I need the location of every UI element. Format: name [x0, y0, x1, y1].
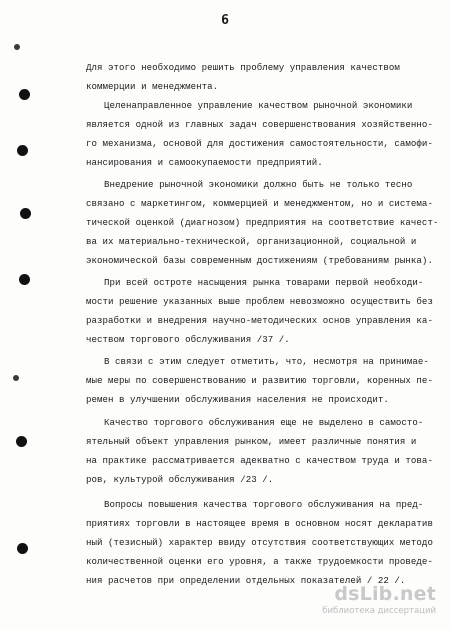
binder-hole-4	[20, 208, 31, 219]
paragraph-6	[86, 413, 436, 489]
text-line: ров, культурой обслуживания /23 /.	[86, 474, 274, 485]
binder-hole-1	[14, 44, 20, 50]
binder-hole-8	[17, 543, 28, 554]
text-line: нансирования и самоокупаемости предприятий.	[86, 157, 323, 168]
text-line: ный (тезисный) характер ввиду отсутствия соответствующих методо	[86, 537, 433, 548]
watermark-logo: dsLib.net	[334, 583, 436, 605]
text-line: Внедрение рыночной экономики должно быть не только тесно	[104, 179, 413, 190]
text-line: В связи с этим следует отметить, что, несмотря на принимае-	[104, 356, 429, 367]
paragraph-7	[86, 495, 436, 590]
text-line: мые меры по совершенствованию и развитию торговли, коренных пе-	[86, 375, 433, 386]
paragraph-5	[86, 352, 436, 409]
binder-hole-2	[19, 89, 30, 100]
text-line: является одной из главных задач совершенствования хозяйственно-	[86, 119, 433, 130]
text-line: ния расчетов при определении отдельных показателей / 22 /.	[86, 575, 406, 586]
text-line: ремен в улучшении обслуживания населения не происходит.	[86, 394, 389, 405]
text-line: Целенаправленное управление качеством рыночной экономики	[104, 100, 413, 111]
text-line: ва их материально-технической, организационной, социальной и	[86, 236, 417, 247]
text-line: Вопросы повышения качества торгового обслуживания на пред-	[104, 499, 424, 510]
page-number: 6	[221, 13, 229, 28]
text-line: ятельный объект управления рынком, имеет различные понятия и	[86, 436, 417, 447]
text-line: тической оценкой (диагнозом) предприятия на соответствие качест-	[86, 217, 439, 228]
text-line: экономической базы современным достижениям (требованиям рынка).	[86, 255, 433, 266]
text-line: Качество торгового обслуживания еще не выделено в самосто-	[104, 417, 424, 428]
paragraph-3	[86, 175, 439, 270]
text-line: связано с маркетингом, коммерцией и менеджментом, но и система-	[86, 198, 433, 209]
paragraph-1	[86, 58, 436, 96]
text-line: количественной оценки его уровня, а также трудоемкости проведе-	[86, 556, 433, 567]
watermark-caption: библиотека диссертаций	[322, 606, 436, 616]
dslib-watermark	[320, 584, 436, 618]
text-line: разработки и внедрения научно-методических основ управления ка-	[86, 315, 433, 326]
text-line: чеством торгового обслуживания /37 /.	[86, 334, 290, 345]
text-line: При всей остроте насыщения рынка товарами первой необходи-	[104, 277, 424, 288]
paragraph-2	[86, 96, 436, 172]
text-line: на практике рассматривается адекватно с качеством труда и това-	[86, 455, 433, 466]
text-line: го механизма, основой для достижения самостоятельности, самофи-	[86, 138, 433, 149]
binder-hole-7	[16, 436, 27, 447]
text-line: мости решение указанных выше проблем невозможно осуществить без	[86, 296, 433, 307]
text-line: приятиях торговли в настоящее время в основном носят декларатив	[86, 518, 433, 529]
body-text	[86, 58, 439, 594]
text-line: коммерции и менеджмента.	[86, 81, 219, 92]
binder-hole-3	[17, 145, 28, 156]
paragraph-4	[86, 273, 436, 349]
text-line: Для этого необходимо решить проблему управления качеством	[86, 62, 400, 73]
binder-hole-5	[19, 274, 30, 285]
binder-hole-6	[13, 375, 19, 381]
